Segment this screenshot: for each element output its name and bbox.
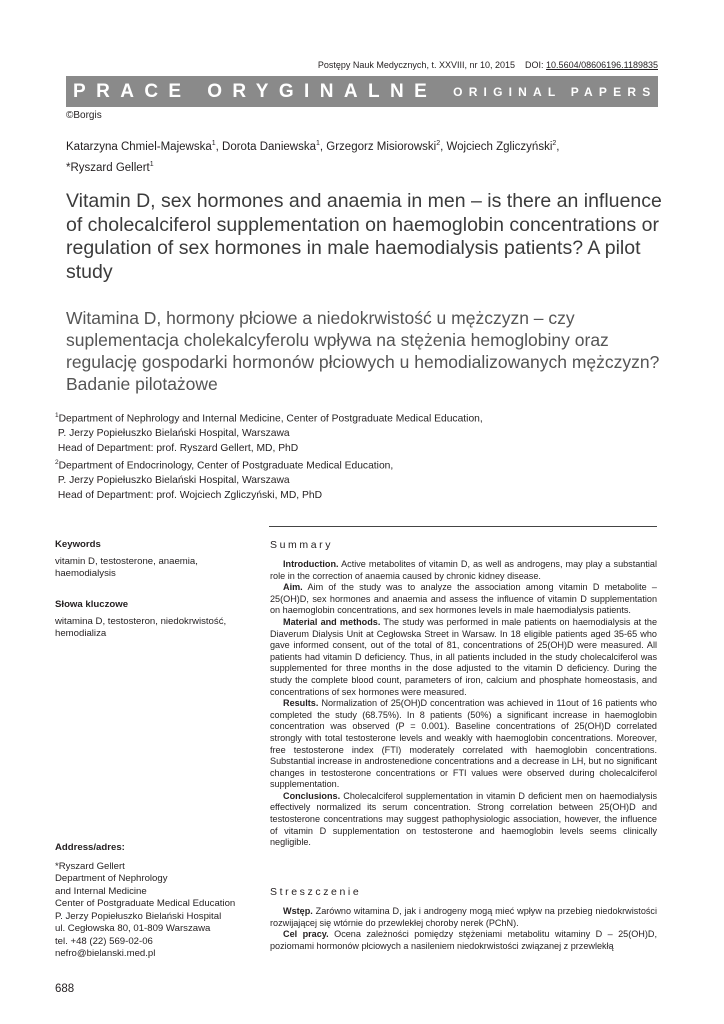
address-line: Center of Postgraduate Medical Education <box>55 898 236 909</box>
summary-label: Conclusions. <box>283 790 341 801</box>
doi-label: DOI: <box>525 60 544 70</box>
address-block <box>55 842 255 961</box>
summary-paragraph <box>270 582 657 617</box>
keywords-pl-block <box>55 599 255 641</box>
streszczenie-paragraph <box>270 906 657 929</box>
author: Dorota Daniewska <box>222 140 316 153</box>
author: Wojciech Zgliczyński <box>446 140 553 153</box>
affiliation-line: P. Jerzy Popiełuszko Bielański Hospital, Warszawa <box>57 428 290 440</box>
affiliation-ref: 1 <box>315 140 320 147</box>
affiliations <box>55 409 655 503</box>
summary-label: Introduction. <box>283 559 339 569</box>
keywords-pl-text: witamina D, testosteron, niedokrwistość, hemodializa <box>55 615 227 639</box>
affiliation-ref: 2 <box>552 140 557 147</box>
title-polish: Witamina D, hormony płciowe a niedokrwistość u mężczyzn – czy suplementacja cholekalcyferolu wpływa na stężenia hemoglobiny oraz regulację gospodarki hormonów płciowych u hemodializowanych mężczyzn? Badanie pilotażowe <box>66 308 660 394</box>
affiliation-line: Department of Nephrology and Internal Medicine, Center of Postgraduate Medical Education, <box>58 413 483 425</box>
summary-paragraph <box>270 617 657 698</box>
address-heading: Address/adres: <box>55 842 125 853</box>
copyright: ©Borgis <box>66 110 102 121</box>
streszczenie-paragraph <box>270 929 657 952</box>
affiliation-line: Department of Endocrinology, Center of Postgraduate Medical Education, <box>58 460 394 472</box>
summary-paragraph <box>270 698 657 791</box>
streszczenie-body <box>270 906 657 952</box>
section-title-pl: PRACE ORYGINALNE <box>73 80 438 102</box>
page-number: 688 <box>55 983 75 995</box>
keywords-pl-heading: Słowa kluczowe <box>55 599 129 610</box>
summary-text: Normalization of 25(OH)D concentration was achieved in 11out of 16 patients who completed the study (68.75%). In 8 patients (50%) a significant increase in haemoglobin concentration was observed (P = 0.001). Baseline concentrations of 25(OH)D correlated strongly with total testosterone levels and weakly with haemoglobin concentrations. Moreover, free testosterone index (FTI) moderately correlated with haemoglobin concentrations. Substantial increase in androstenedione concentrations and a decrease in LH, but no significant changes in testosterone concentrations or FTI values were observed during cholecalciferol supplementation. <box>270 698 657 790</box>
streszczenie-label: Cel pracy. <box>283 929 329 940</box>
affiliation-ref: 1 <box>211 140 216 147</box>
email-link[interactable]: nefro@bielanski.med.pl <box>55 948 156 959</box>
summary-label: Material and methods. <box>283 616 381 627</box>
author-list: Katarzyna Chmiel-Majewska$^1$, Dorota Daniewska$^1$, Grzegorz Misiorowski$^2$, Wojciech Zgliczyński$^2$, *Ryszard Gellert$^1$ <box>66 140 560 174</box>
summary-text: Aim of the study was to analyze the association among vitamin D metabolite – 25(OH)D, sex hormones and anaemia and assess the influence of vitamin D supplementation on haemoglobin concentrations, and sex hormones levels in male haemodialysis patients. <box>270 582 657 616</box>
affiliation-line: Head of Department: prof. Wojciech Zgliczyński, MD, PhD <box>57 489 323 501</box>
summary-label: Results. <box>283 698 319 709</box>
keywords-heading: Keywords <box>55 539 101 550</box>
summary-text: Active metabolites of vitamin D, as well as androgens, may play a substantial role in the correction of anaemia caused by chronic kidney disease. <box>270 559 657 581</box>
journal-header <box>318 60 658 70</box>
section-banner <box>66 76 658 107</box>
streszczenie-text: Zarówno witamina D, jak i androgeny mogą mieć wpływ na przebieg niedokrwistości rozwijającej się wtórnie do przewlekłej choroby nerek (PChN). <box>270 906 657 928</box>
summary-text: Cholecalciferol supplementation in vitamin D deficient men on haemodialysis effectively normalized its serum concentration. Strong correlation between 25(OH)D and testosterone concentrations may suggest pathophysiologic association, however, the influence of vitamin D supplementation on testosterone and haemoglobin levels seems clinically negligible. <box>270 790 657 848</box>
summary-paragraph <box>270 559 657 582</box>
streszczenie-heading: Streszczenie <box>270 886 362 898</box>
summary-text: The study was performed in male patients on haemodialysis at the Diaverum Dialysis Unit at Cegłowska Street in Warsaw. In 18 eligible patients aged 35-65 who gave informed consent, out of the total of 81, concentrations of 25(OH)D were measured. All patients had vitamin D deficiency. Thus, in all patients included in the study cholecalciferol was supplemented for three months in the dose adjusted to the vitamin D deficiency. During the study the complete blood count, parameters of iron, calcium and phosphate homeostasis, and concentrations of sex hormones were measured. <box>270 616 658 697</box>
streszczenie-text: Ocena zależności pomiędzy stężeniami metabolitu witaminy D – 25(OH)D, poziomami hormonów płciowych a nasileniem niedokrwistości związanej z przewlekłą <box>270 929 657 951</box>
summary-body <box>270 559 657 849</box>
address-line: and Internal Medicine <box>55 885 147 897</box>
divider <box>269 526 657 527</box>
address-line: P. Jerzy Popiełuszko Bielański Hospital <box>55 910 222 922</box>
address-line: tel. +48 (22) 569-02-06 <box>55 935 153 947</box>
author: Grzegorz Misiorowski <box>326 140 437 153</box>
keywords-text: vitamin D, testosterone, anaemia, haemodialysis <box>55 555 198 579</box>
section-title-en: ORIGINAL PAPERS <box>453 84 657 99</box>
keywords-block <box>55 539 255 581</box>
address-line: ul. Cegłowska 80, 01-809 Warszawa <box>55 923 211 934</box>
affiliation-ref: 2 <box>436 140 441 147</box>
streszczenie-label: Wstęp. <box>283 906 313 916</box>
address-line: Department of Nephrology <box>55 873 168 884</box>
affiliation-line: P. Jerzy Popiełuszko Bielański Hospital, Warszawa <box>57 475 290 487</box>
summary-heading: Summary <box>270 539 334 551</box>
author: Katarzyna Chmiel-Majewska <box>66 140 212 153</box>
address-line: *Ryszard Gellert <box>55 860 125 872</box>
affiliation-marker: 2 <box>55 459 59 467</box>
corresponding-author: *Ryszard Gellert <box>66 161 150 174</box>
title-english: Vitamin D, sex hormones and anaemia in men – is there an influence of cholecalciferol supplementation on haemoglobin concentrations or regulation of sex hormones in male haemodialysis patients? A pilot study <box>66 190 662 283</box>
summary-paragraph <box>270 791 657 849</box>
affiliation-line: Head of Department: prof. Ryszard Gellert, MD, PhD <box>57 442 299 454</box>
affiliation-ref: 1 <box>149 160 154 168</box>
summary-label: Aim. <box>283 582 303 593</box>
affiliation-marker: 1 <box>55 412 59 419</box>
doi-link[interactable]: 10.5604/08606196.1189835 <box>546 60 658 70</box>
journal-citation: Postępy Nauk Medycznych, t. XXVIII, nr 10, 2015 <box>317 60 515 70</box>
